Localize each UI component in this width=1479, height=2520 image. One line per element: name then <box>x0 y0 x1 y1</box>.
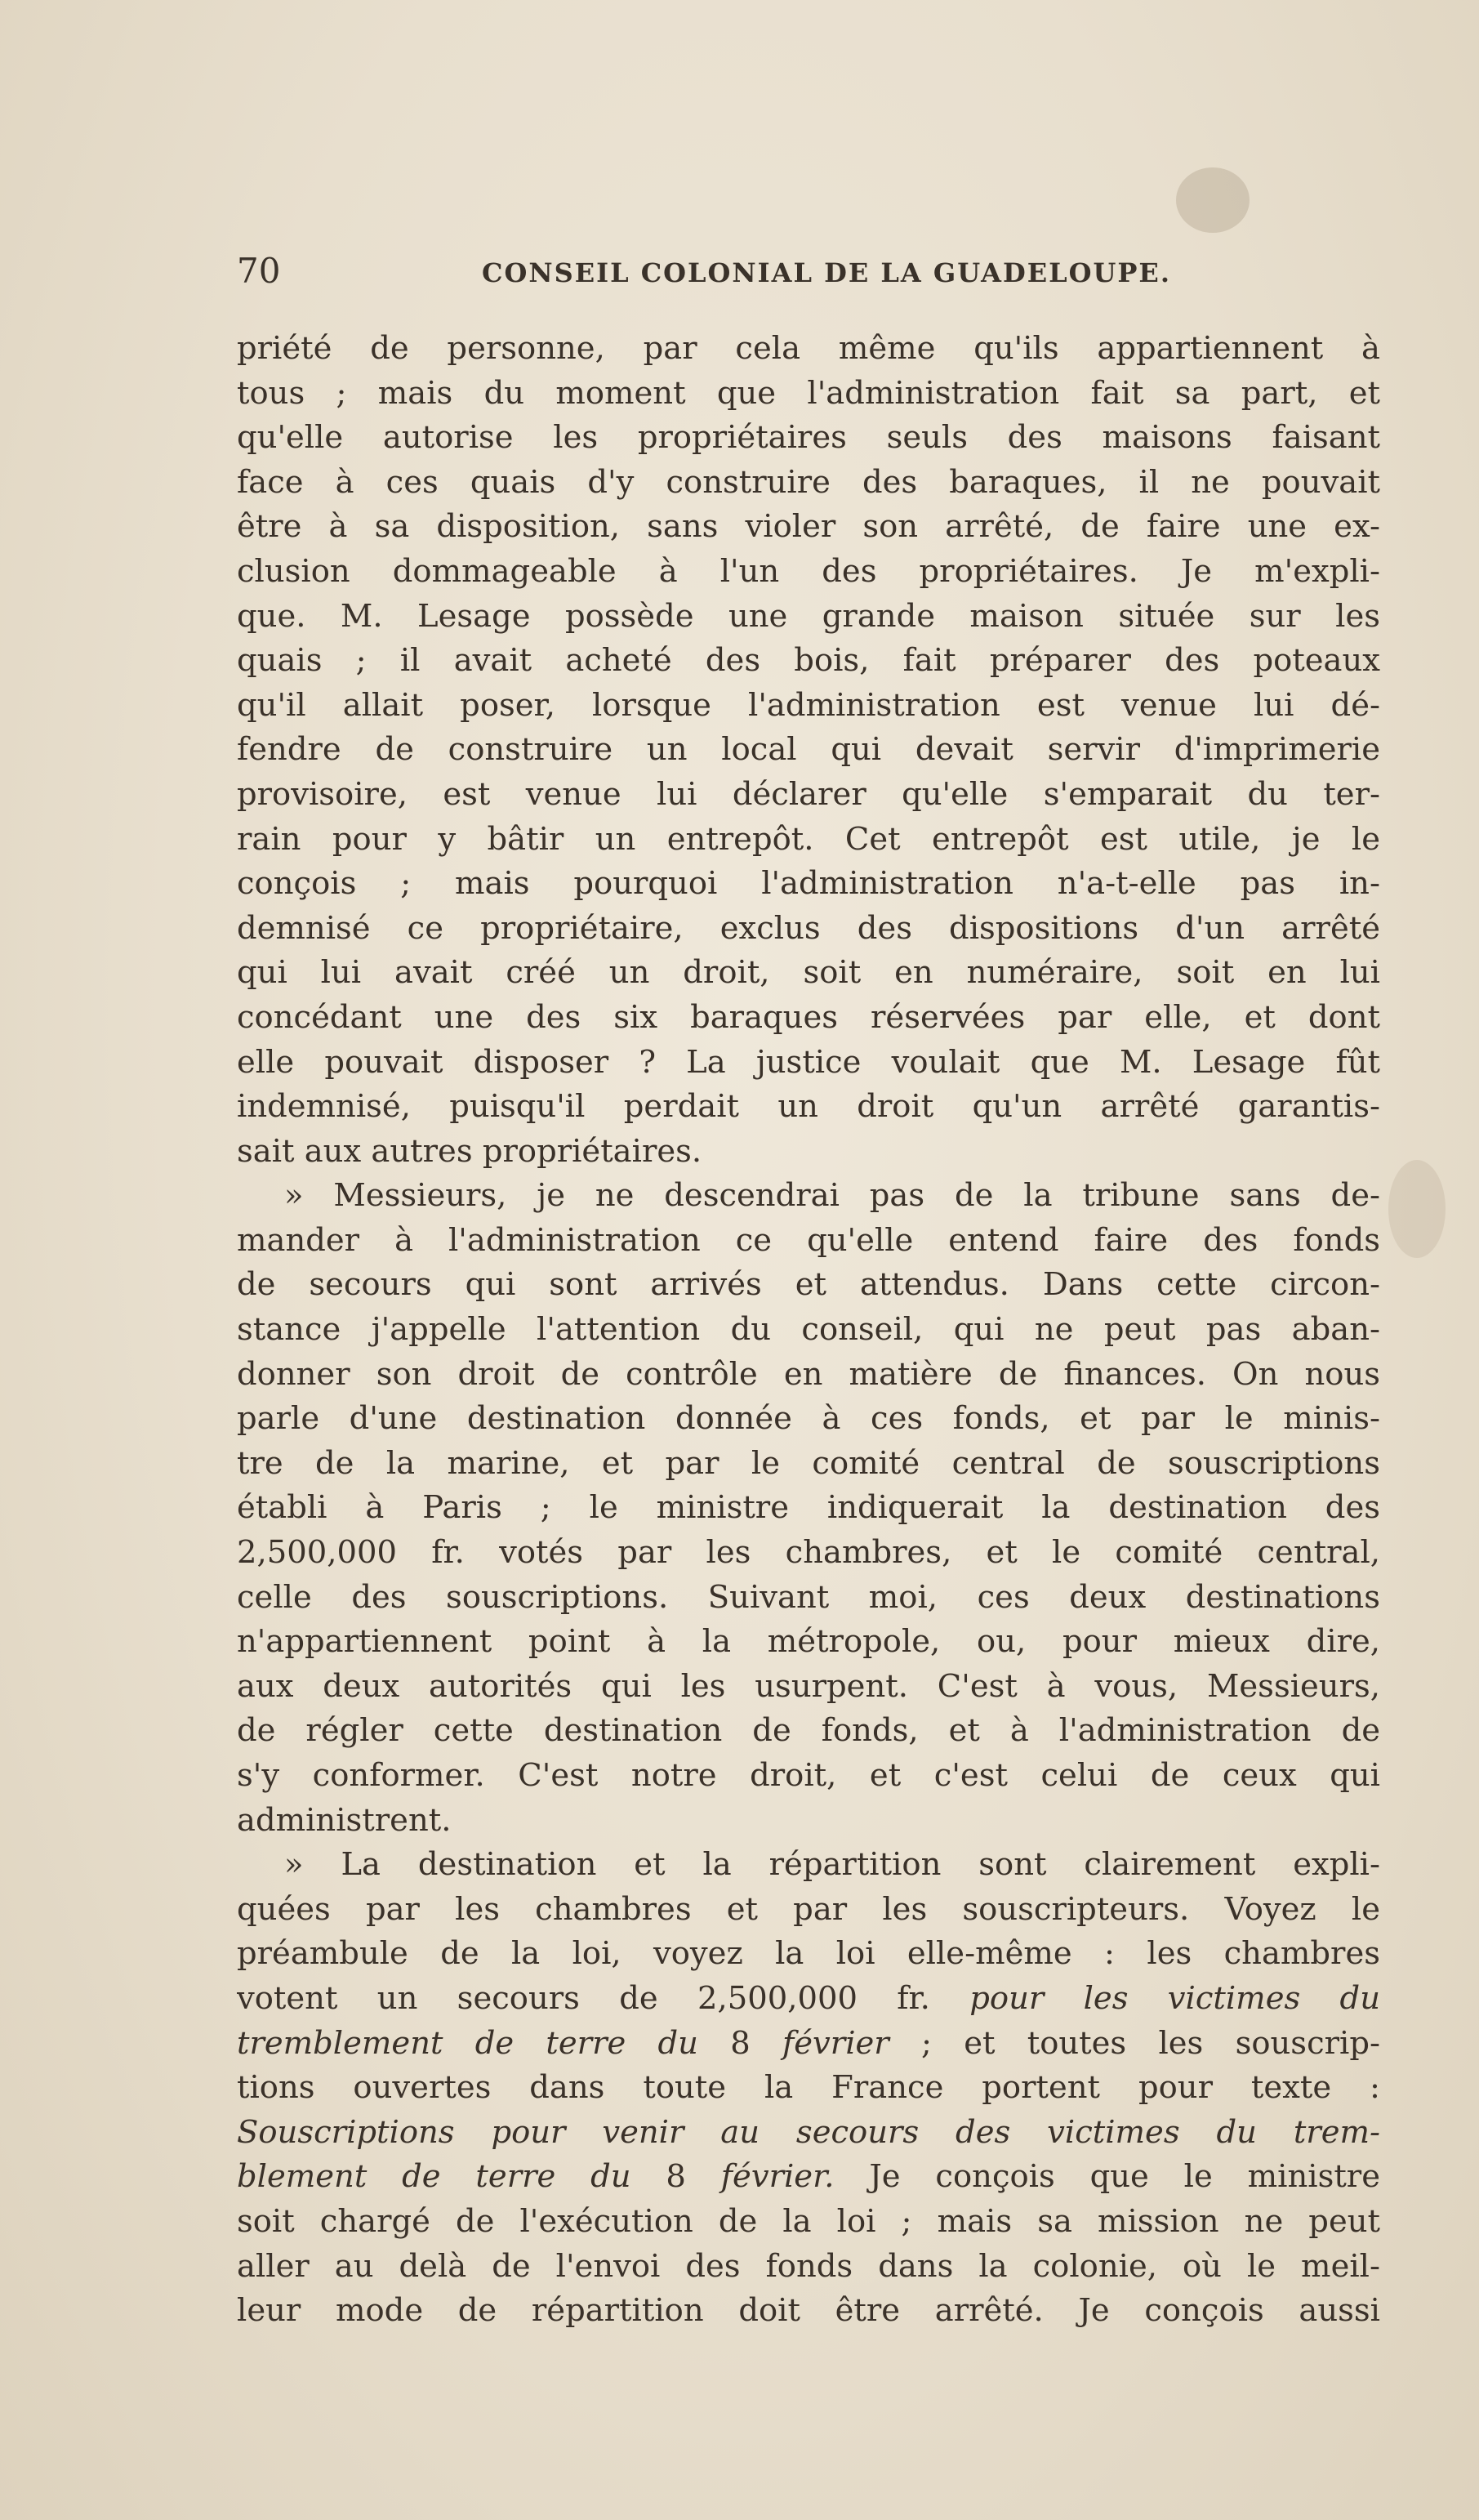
text-line: provisoire, est venue lui déclarer qu'elle s'emparait du ter- <box>237 775 1380 813</box>
text-line: être à sa disposition, sans violer son arrêté, de faire une ex- <box>237 508 1380 546</box>
text-line: indemnisé, puisqu'il perdait un droit qu'un arrêté garantis- <box>237 1088 1380 1126</box>
text-line: tremblement de terre du 8 février ; et toutes les souscrip- <box>237 2024 1380 2062</box>
text-line: fendre de construire un local qui devait servir d'imprimerie <box>237 731 1380 769</box>
text-line: votent un secours de 2,500,000 fr. pour les victimes du <box>237 1979 1380 2017</box>
text-line: établi à Paris ; le ministre indiquerait la destination des <box>237 1489 1380 1527</box>
body-text <box>237 327 1380 2334</box>
text-line: » Messieurs, je ne descendrai pas de la tribune sans de- <box>284 1177 1380 1215</box>
text-line: quais ; il avait acheté des bois, fait préparer des poteaux <box>237 642 1380 680</box>
text-line: » La destination et la répartition sont clairement expli- <box>284 1846 1380 1884</box>
text-line: parle d'une destination donnée à ces fonds, et par le minis- <box>237 1400 1380 1438</box>
text-line: concédant une des six baraques réservées par elle, et dont <box>237 998 1380 1036</box>
text-line: qui lui avait créé un droit, soit en numéraire, soit en lui <box>237 954 1380 992</box>
text-line: de secours qui sont arrivés et attendus. Dans cette circon- <box>237 1266 1380 1304</box>
text-line: priété de personne, par cela même qu'ils appartiennent à <box>237 330 1380 367</box>
text-line: que. M. Lesage possède une grande maison située sur les <box>237 597 1380 635</box>
text-line: n'appartiennent point à la métropole, ou, pour mieux dire, <box>237 1623 1380 1661</box>
text-line: 2,500,000 fr. votés par les chambres, et le comité central, <box>237 1534 1380 1572</box>
text-line: aller au delà de l'envoi des fonds dans la colonie, où le meil- <box>237 2247 1380 2285</box>
text-line: qu'elle autorise les propriétaires seuls des maisons faisant <box>237 419 1380 457</box>
text-line: stance j'appelle l'attention du conseil, qui ne peut pas aban- <box>237 1311 1380 1349</box>
text-line: Souscriptions pour venir au secours des victimes du trem- <box>237 2113 1380 2151</box>
ink-stain <box>1176 167 1250 233</box>
text-line: elle pouvait disposer ? La justice voulait que M. Lesage fût <box>237 1043 1380 1081</box>
text-line: demnisé ce propriétaire, exclus des dispositions d'un arrêté <box>237 909 1380 947</box>
text-line: donner son droit de contrôle en matière de finances. On nous <box>237 1355 1380 1393</box>
text-line: tre de la marine, et par le comité central de souscriptions <box>237 1444 1380 1482</box>
ink-stain <box>1388 1160 1446 1258</box>
text-line: qu'il allait poser, lorsque l'administration est venue lui dé- <box>237 686 1380 724</box>
text-line: rain pour y bâtir un entrepôt. Cet entrepôt est utile, je le <box>237 820 1380 858</box>
text-line: tous ; mais du moment que l'administration fait sa part, et <box>237 374 1380 412</box>
page-number: 70 <box>237 251 281 291</box>
text-line: de régler cette destination de fonds, et à l'administration de <box>237 1712 1380 1750</box>
text-line: conçois ; mais pourquoi l'administration n'a-t-elle pas in- <box>237 865 1380 903</box>
text-line: quées par les chambres et par les souscripteurs. Voyez le <box>237 1890 1380 1928</box>
text-line: clusion dommageable à l'un des propriétaires. Je m'expli- <box>237 552 1380 590</box>
text-line: s'y conformer. C'est notre droit, et c'est celui de ceux qui <box>237 1757 1380 1794</box>
text-line: tions ouvertes dans toute la France portent pour texte : <box>237 2069 1380 2107</box>
text-line: aux deux autorités qui les usurpent. C'est à vous, Messieurs, <box>237 1667 1380 1705</box>
running-head: CONSEIL COLONIAL DE LA GUADELOUPE. <box>482 257 1171 288</box>
text-line: leur mode de répartition doit être arrêté. Je conçois aussi <box>237 2292 1380 2330</box>
text-line: soit chargé de l'exécution de la loi ; mais sa mission ne peut <box>237 2202 1380 2240</box>
text-line: mander à l'administration ce qu'elle entend faire des fonds <box>237 1221 1380 1259</box>
text-line: administrent. <box>237 1801 452 1839</box>
text-line: sait aux autres propriétaires. <box>237 1132 702 1170</box>
text-line: celle des souscriptions. Suivant moi, ces deux destinations <box>237 1578 1380 1616</box>
text-line: face à ces quais d'y construire des baraques, il ne pouvait <box>237 463 1380 501</box>
text-line: préambule de la loi, voyez la loi elle-même : les chambres <box>237 1935 1380 1973</box>
page-header <box>237 251 1405 300</box>
text-line: blement de terre du 8 février. Je conçois que le ministre <box>237 2158 1380 2196</box>
